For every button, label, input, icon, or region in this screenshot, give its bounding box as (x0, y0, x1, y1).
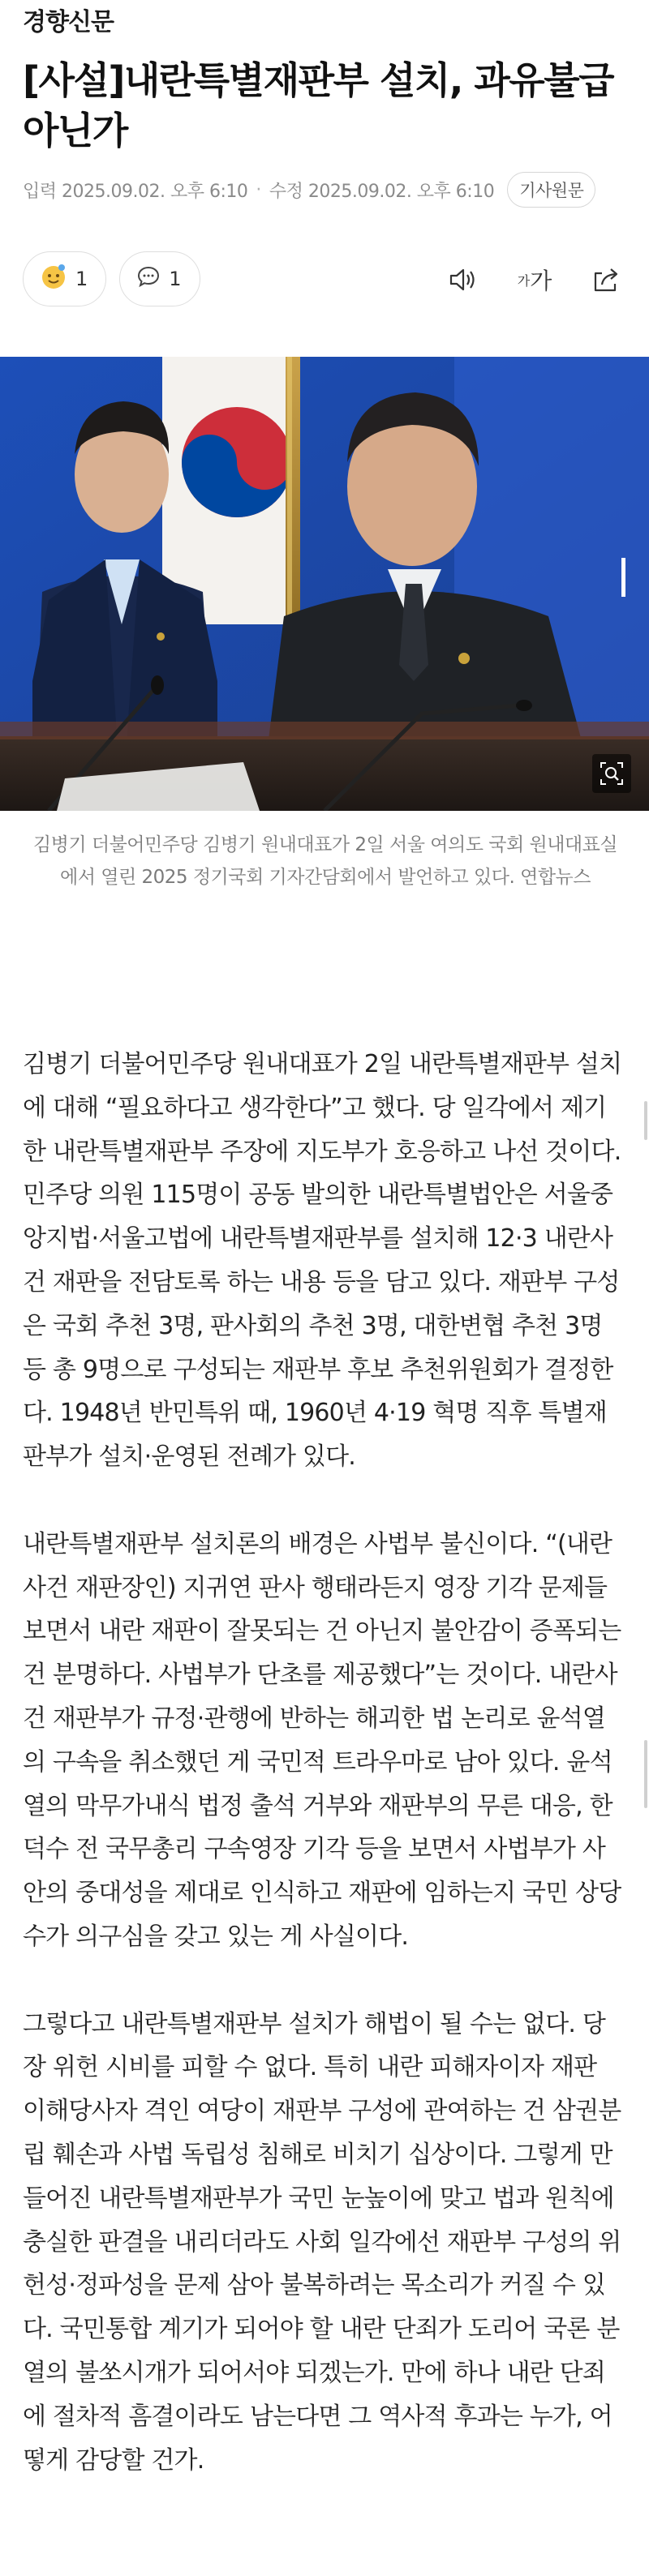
article-meta (23, 172, 595, 208)
comment-button[interactable] (119, 251, 200, 306)
photo-caption: 김병기 더불어민주당 김병기 원내대표가 2일 서울 여의도 국회 원내대표실에서 열린 2025 정기국회 기자간담회에서 발언하고 있다. 연합뉴스 (32, 834, 618, 888)
article-paragraph: 그렇다고 내란특별재판부 설치가 해법이 될 수는 없다. 당장 위헌 시비를 피할 수 없다. 특히 내란 피해자이자 재판 이해당사자 격인 여당이 재판부 구성에 관여하는 건 삼권분립 훼손과 사법 독립성 침해로 비치기 십상이다. 그렇게 만들어진 내란특별재판부가 국민 눈높이에 맞고 법과 원칙에 충실한 판결을 내리더라도 사회 일각에선 재판부 구성의 위헌성·정파성을 문제 삼아 불복하려는 목소리가 커질 수 있다. 국민통합 계기가 되어야 할 내란 단죄가 도리어 국론 분열의 불쏘시개가 되어서야 되겠는가. 만에 하나 내란 단죄에 절차적 흠결이라도 남는다면 그 역사적 후과는 누가, 어떻게 감당할 건가. (23, 2009, 621, 2475)
original-article-button[interactable]: 기사원문 (507, 172, 595, 208)
published-date: 입력 2025.09.02. 오후 6:10 (23, 181, 248, 202)
comment-icon (136, 264, 161, 294)
font-size-button[interactable] (516, 261, 553, 298)
article-body (23, 1043, 626, 2526)
reaction-bar (23, 251, 200, 306)
scrollbar-thumb[interactable] (644, 1101, 647, 1140)
smile-emoji-icon (40, 263, 67, 295)
emoji-count: 1 (75, 268, 88, 290)
article-paragraph: 김병기 더불어민주당 원내대표가 2일 내란특별재판부 설치에 대해 “필요하다고 생각한다”고 했다. 당 일각에서 제기한 내란특별재판부 주장에 지도부가 호응하고 나선 것이다. 민주당 의원 115명이 공동 발의한 내란특별법안은 서울중앙지법·서울고법에 내란특별재판부를 설치해 12·3 내란사건 재판을 전담토록 하는 내용 등을 담고 있다. 재판부 구성은 국회 추천 3명, 판사회의 추천 3명, 대한변협 추천 3명 등 총 9명으로 구성되는 재판부 후보 추천위원회가 결정한다. 1948년 반민특위 때, 1960년 4·19 혁명 직후 특별재판부가 설치·운영된 전례가 있다. (23, 1050, 622, 1472)
photo-zoom-button[interactable] (592, 754, 631, 793)
meta-separator: · (256, 179, 261, 200)
publisher-logo[interactable]: 경향신문 (23, 8, 114, 36)
share-button[interactable] (587, 261, 625, 298)
text-to-speech-button[interactable] (445, 261, 482, 298)
article-paragraph: 내란특별재판부 설치론의 배경은 사법부 불신이다. “(내란사건 재판장인) 지귀연 판사 행태라든지 영장 기각 문제들 보면서 내란 재판이 잘못되는 건 아닌지 불안감이 증폭되는 건 분명하다. 사법부가 단초를 제공했다”는 것이다. 내란사건 재판부가 규정·관행에 반하는 해괴한 법 논리로 윤석열의 구속을 취소했던 게 국민적 트라우마로 남아 있다. 윤석열의 막무가내식 법정 출석 거부와 재판부의 무른 대응, 한덕수 전 국무총리 구속영장 기각 등을 보면서 사법부가 사안의 중대성을 제대로 인식하고 재판에 임하는지 국민 상당수가 의구심을 갖고 있는 게 사실이다. (23, 1529, 621, 1951)
zoom-icon (600, 761, 624, 786)
article-toolbar (445, 261, 625, 298)
font-size-small-label: 가 (517, 272, 531, 289)
speaker-icon (448, 266, 479, 294)
share-icon (591, 265, 621, 294)
comment-count: 1 (169, 268, 182, 290)
press-conference-image (0, 357, 649, 811)
scrollbar-thumb[interactable] (644, 1740, 647, 1808)
font-size-large-label: 가 (530, 268, 552, 294)
article-headline: [사설]내란특별재판부 설치, 과유불급 아닌가 (23, 58, 614, 152)
emoji-reaction-button[interactable] (23, 251, 106, 306)
article-photo[interactable] (0, 357, 649, 811)
updated-date: 수정 2025.09.02. 오후 6:10 (269, 181, 495, 202)
